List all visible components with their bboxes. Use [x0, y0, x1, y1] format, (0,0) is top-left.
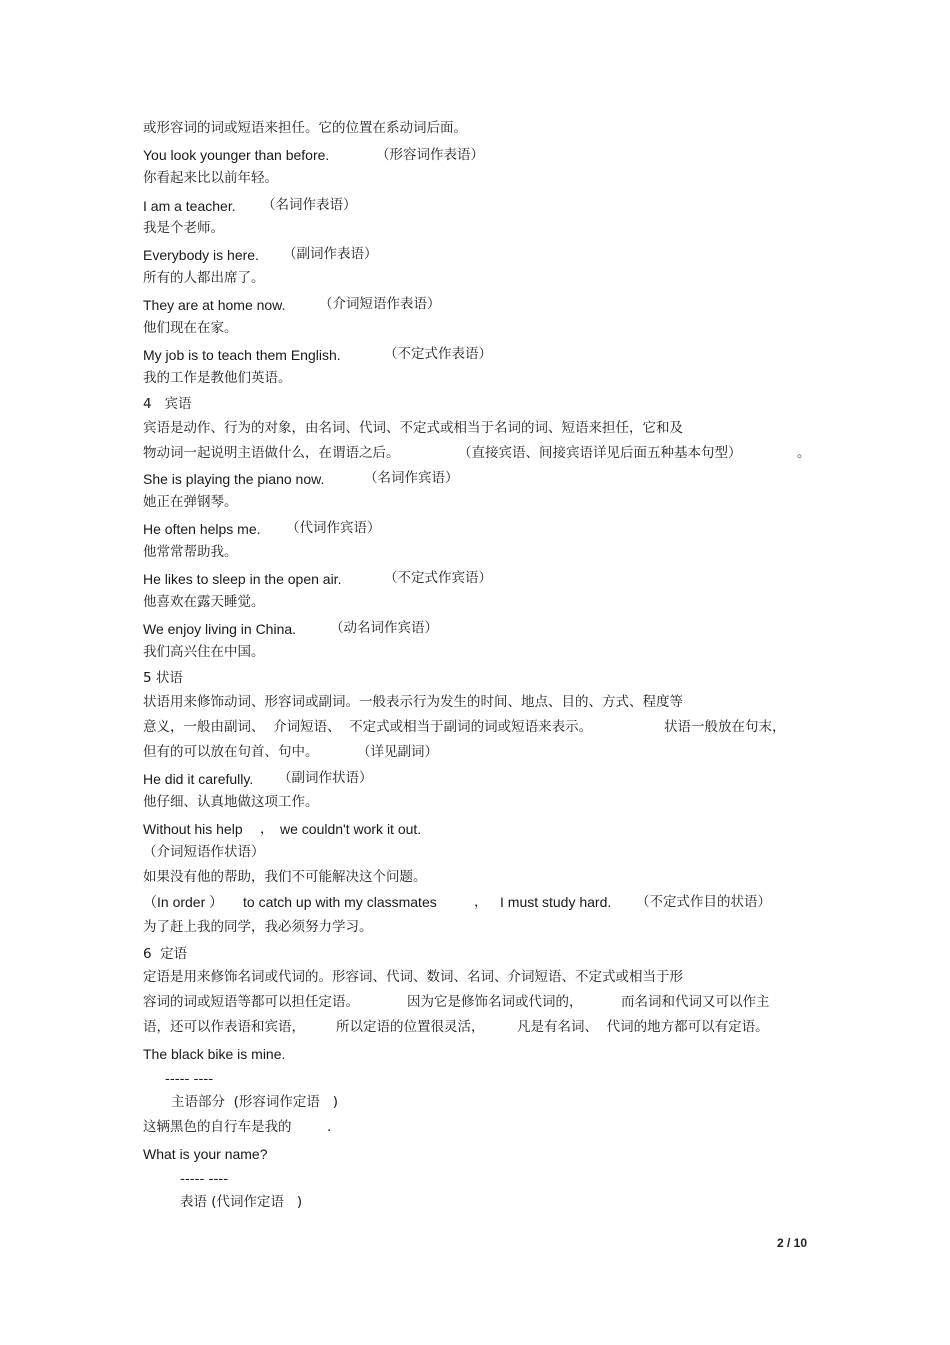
text-line: 状语用来修饰动词、形容词或副词。一般表示行为发生的时间、地点、目的、方式、程度等: [143, 694, 683, 710]
grammar-note: （直接宾语、间接宾语详见后面五种基本句型）: [458, 445, 742, 461]
text-line: 宾语是动作、行为的对象，由名词、代词、不定式或相当于名词的词、短语来担任，它和及: [143, 420, 683, 436]
text-line: 语，还可以作表语和宾语，: [143, 1019, 305, 1035]
translation-line: 所有的人都出席了。: [143, 270, 265, 286]
section-heading: 4 宾语: [143, 396, 192, 412]
example-sentence: You look younger than before.: [143, 147, 330, 163]
grammar-note: （不定式作宾语）: [384, 570, 492, 586]
grammar-note: 主语部分 (形容词作定语 ): [171, 1094, 338, 1110]
translation-line: 我是个老师。: [143, 220, 224, 236]
section-heading: 5 状语: [143, 670, 183, 686]
grammar-note: （介词短语作表语）: [319, 296, 441, 312]
grammar-note: （详见副词）: [357, 744, 438, 760]
text-line: 所以定语的位置很灵活，: [336, 1019, 485, 1035]
grammar-note: （介词短语作状语）: [143, 844, 265, 860]
text-line: 而名词和代词又可以作主: [621, 994, 770, 1010]
translation-line: 你看起来比以前年轻。: [143, 170, 278, 186]
text-line: 或形容词的词或短语来担任。它的位置在系动词后面。: [143, 120, 467, 136]
example-sentence: The black bike is mine.: [143, 1046, 286, 1062]
example-sentence: They are at home now.: [143, 297, 286, 313]
example-sentence: We enjoy living in China.: [143, 621, 297, 637]
text-line: 。: [797, 445, 811, 461]
grammar-note: 表语 (代词作定语 ): [180, 1194, 303, 1210]
text-line: 因为它是修饰名词或代词的，: [407, 994, 583, 1010]
example-sentence: Everybody is here.: [143, 247, 259, 263]
translation-line: 我们高兴住在中国。: [143, 644, 265, 660]
example-sentence: I must study hard.: [500, 894, 612, 910]
text-line: 容词的词或短语等都可以担任定语。: [143, 994, 359, 1010]
translation-line: 如果没有他的帮助，我们不可能解决这个问题。: [143, 869, 427, 885]
grammar-note: （动名词作宾语）: [330, 620, 438, 636]
text-line: .: [327, 1119, 332, 1135]
text-line: 状语一般放在句末，: [664, 719, 786, 735]
underline-marker: ----- ----: [180, 1171, 229, 1187]
text-line: 凡是有名词、 代词的地方都可以有定语。: [517, 1019, 769, 1035]
grammar-note: （名词作宾语）: [364, 470, 459, 486]
text-line: ，: [474, 894, 488, 910]
translation-line: 这辆黑色的自行车是我的: [143, 1119, 292, 1135]
text-line: ，: [260, 821, 274, 837]
translation-line: 他仔细、认真地做这项工作。: [143, 794, 319, 810]
example-sentence: He likes to sleep in the open air.: [143, 571, 342, 587]
grammar-note: （不定式作目的状语）: [636, 894, 771, 910]
example-sentence: My job is to teach them English.: [143, 347, 341, 363]
example-sentence: I am a teacher.: [143, 198, 236, 214]
grammar-note: （代词作宾语）: [286, 520, 381, 536]
translation-line: 为了赶上我的同学，我必须努力学习。: [143, 919, 373, 935]
translation-line: 我的工作是教他们英语。: [143, 370, 292, 386]
translation-line: 他常常帮助我。: [143, 544, 238, 560]
grammar-note: （副词作状语）: [278, 770, 373, 786]
example-sentence: She is playing the piano now.: [143, 471, 325, 487]
example-sentence: He did it carefully.: [143, 771, 254, 787]
page-number: 2 / 10: [776, 1236, 807, 1250]
grammar-note: （名词作表语）: [262, 197, 357, 213]
example-sentence: to catch up with my classmates: [243, 894, 437, 910]
example-sentence: What is your name?: [143, 1146, 268, 1162]
example-sentence: He often helps me.: [143, 521, 261, 537]
translation-line: 她正在弹钢琴。: [143, 494, 238, 510]
grammar-note: （不定式作表语）: [384, 346, 492, 362]
underline-marker: ----- ----: [165, 1071, 214, 1087]
example-sentence: （In order ）: [143, 894, 224, 910]
section-heading: 6 定语: [143, 946, 188, 962]
translation-line: 他们现在在家。: [143, 320, 238, 336]
text-line: 但有的可以放在句首、句中。: [143, 744, 319, 760]
example-sentence: we couldn't work it out.: [280, 821, 422, 837]
grammar-note: （副词作表语）: [283, 246, 378, 262]
text-line: 物动词一起说明主语做什么，在谓语之后。: [143, 445, 400, 461]
example-sentence: Without his help: [143, 821, 243, 837]
text-line: 意义，一般由副词、 介词短语、 不定式或相当于副词的词或短语来表示。: [143, 719, 593, 735]
translation-line: 他喜欢在露天睡觉。: [143, 594, 265, 610]
grammar-note: （形容词作表语）: [376, 147, 484, 163]
text-line: 定语是用来修饰名词或代词的。形容词、代词、数词、名词、介词短语、不定式或相当于形: [143, 969, 683, 985]
